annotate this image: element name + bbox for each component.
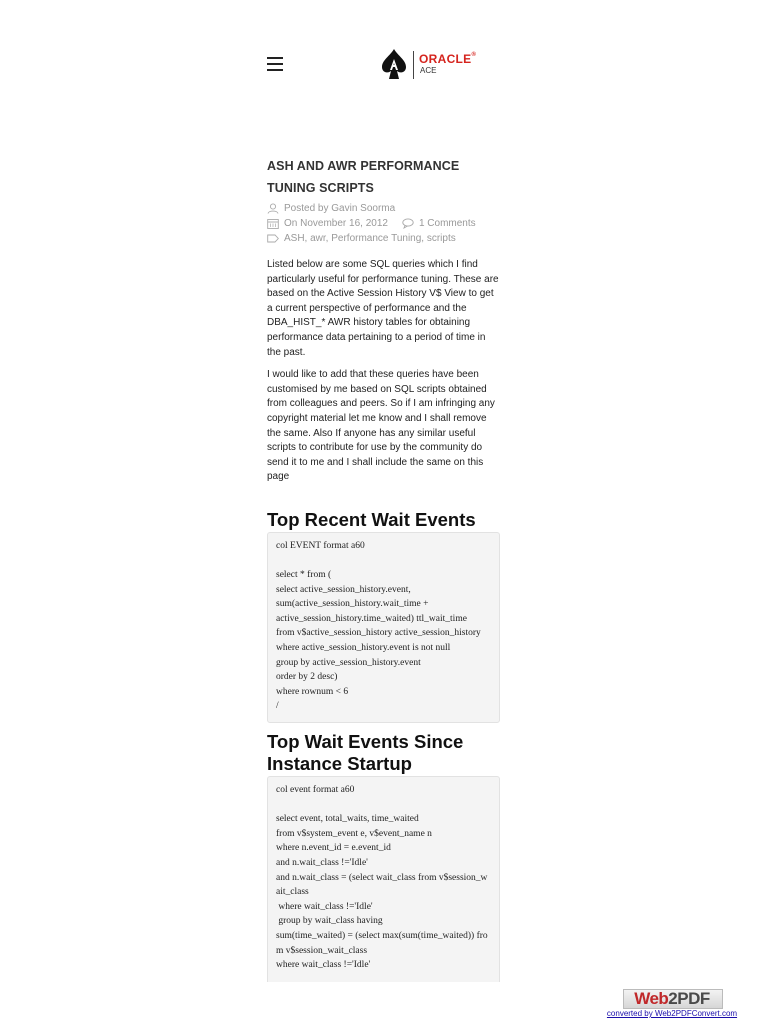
- section-heading-top-wait-events-since-startup: Top Wait Events Since Instance Startup: [267, 731, 464, 775]
- intro-paragraph: Listed below are some SQL queries which I find particularly useful for performance tuning. These are based on the Active Session History V$ View to get a current perspective of performance and the DBA_HIST_* AWR history tables for obtaining performance data pertaining to a period of time in the past.: [267, 259, 499, 358]
- comment-icon: [402, 218, 414, 229]
- hamburger-menu-icon[interactable]: [267, 57, 283, 71]
- section-heading-top-recent-wait-events: Top Recent Wait Events: [267, 508, 476, 530]
- web2pdf-logo-text: Web2PDF: [634, 989, 710, 1008]
- article: [267, 155, 500, 982]
- calendar-icon: [267, 218, 279, 229]
- post-title: ASH AND AWR PERFORMANCE TUNING SCRIPTS: [267, 159, 460, 195]
- ace-label: ACE: [420, 66, 437, 75]
- tag-icon: [267, 233, 279, 244]
- comments-link[interactable]: 1 Comments: [418, 218, 476, 229]
- post-tags[interactable]: ASH, awr, Performance Tuning, scripts: [284, 233, 456, 244]
- user-icon: [267, 203, 279, 214]
- author-line: [267, 201, 500, 216]
- post-meta: [267, 201, 500, 246]
- logo-divider: [413, 51, 414, 79]
- spade-ace-icon: [380, 48, 408, 82]
- web2pdf-badge[interactable]: [606, 989, 738, 1019]
- code-block-top-recent-wait-events: col EVENT format a60 select * from ( select active_session_history.event, sum(active_session_history.wait_time + active_session_history.time_waited) ttl_wait_time from v$active_session_history active_session_history where active_session_history.event is not null group by active_session_history.event order by 2 desc) where rownum < 6 /: [267, 532, 500, 723]
- oracle-ace-logo[interactable]: [380, 48, 492, 82]
- code-block-top-wait-events-since-startup: col event format a60 select event, total_waits, time_waited from v$system_event e, v$event_name n where n.event_id = e.event_id and n.wait_class !='Idle' and n.wait_class = (select wait_class from v$session_wait_class where wait_class !='Idle' group by wait_class having sum(time_waited) = (select max(sum(time_waited)) from v$session_wait_class where wait_class !='Idle': [267, 776, 500, 982]
- date-line: [267, 216, 500, 231]
- post-author[interactable]: Posted by Gavin Soorma: [284, 203, 396, 214]
- oracle-wordmark: ORACLE®: [419, 52, 477, 66]
- post-date: On November 16, 2012: [284, 218, 388, 229]
- tags-line: [267, 231, 500, 246]
- disclaimer-paragraph: I would like to add that these queries have been customised by me based on SQL scripts obtained from colleagues and peers. So if I am infringing any copyright material let me know and I shall remove the same. Also If anyone has any similar useful scripts to contribute for use by the community do send it to me and I shall include the same on this page: [267, 369, 495, 483]
- web2pdf-link[interactable]: converted by Web2PDFConvert.com: [606, 1009, 738, 1018]
